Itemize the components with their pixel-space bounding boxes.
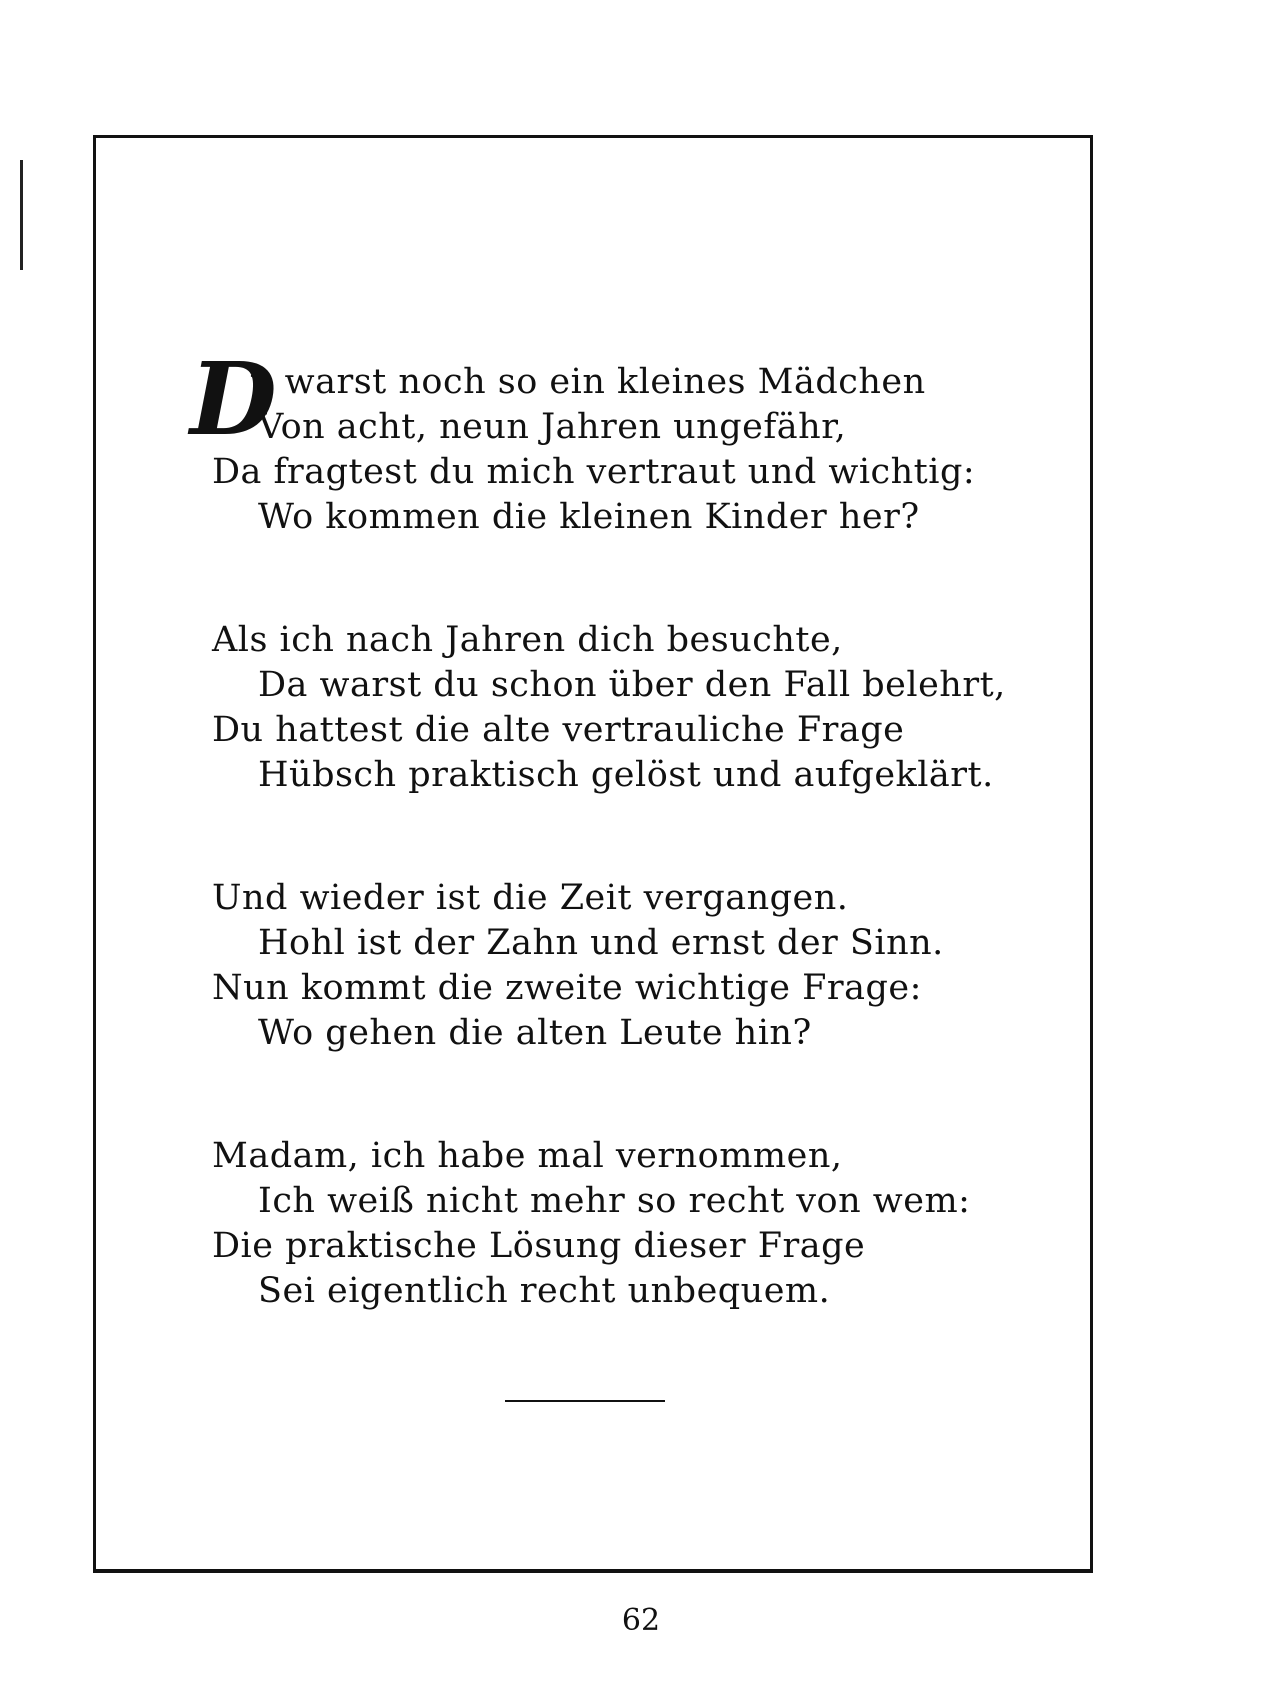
poem-line: Von acht, neun Jahren ungefähr, [258, 407, 847, 447]
poem-line: Da fragtest du mich vertraut und wichtig: [212, 452, 976, 492]
poem [190, 340, 1010, 1392]
page-number: 62 [621, 1603, 661, 1638]
poem-line: Wo gehen die alten Leute hin? [258, 1013, 812, 1053]
poem-line: Die praktische Lösung dieser Frage [212, 1226, 866, 1266]
stanza-1 [190, 340, 1010, 540]
poem-line: Madam, ich habe mal vernommen, [212, 1136, 843, 1176]
poem-line: Hohl ist der Zahn und ernst der Sinn. [258, 923, 944, 963]
poem-line: Wo kommen die kleinen Kinder her? [258, 497, 920, 537]
stanza-2 [190, 618, 1010, 798]
poem-line: Als ich nach Jahren dich besuchte, [212, 620, 843, 660]
drop-cap: D [190, 340, 277, 458]
stanza-3 [190, 876, 1010, 1056]
scan-edge-mark [20, 160, 23, 270]
ornamental-rule [505, 1400, 665, 1402]
poem-line: Hübsch praktisch gelöst und aufgeklärt. [258, 755, 994, 795]
poem-line: Und wieder ist die Zeit vergangen. [212, 878, 849, 918]
poem-line: u warst noch so ein kleines Mädchen [250, 362, 926, 402]
poem-line: Du hattest die alte vertrauliche Frage [212, 710, 905, 750]
poem-line: Da warst du schon über den Fall belehrt, [258, 665, 1006, 705]
poem-line: Sei eigentlich recht unbequem. [258, 1271, 831, 1311]
poem-line: Ich weiß nicht mehr so recht von wem: [258, 1181, 971, 1221]
stanza-4 [190, 1134, 1010, 1314]
poem-line: Nun kommt die zweite wichtige Frage: [212, 968, 922, 1008]
